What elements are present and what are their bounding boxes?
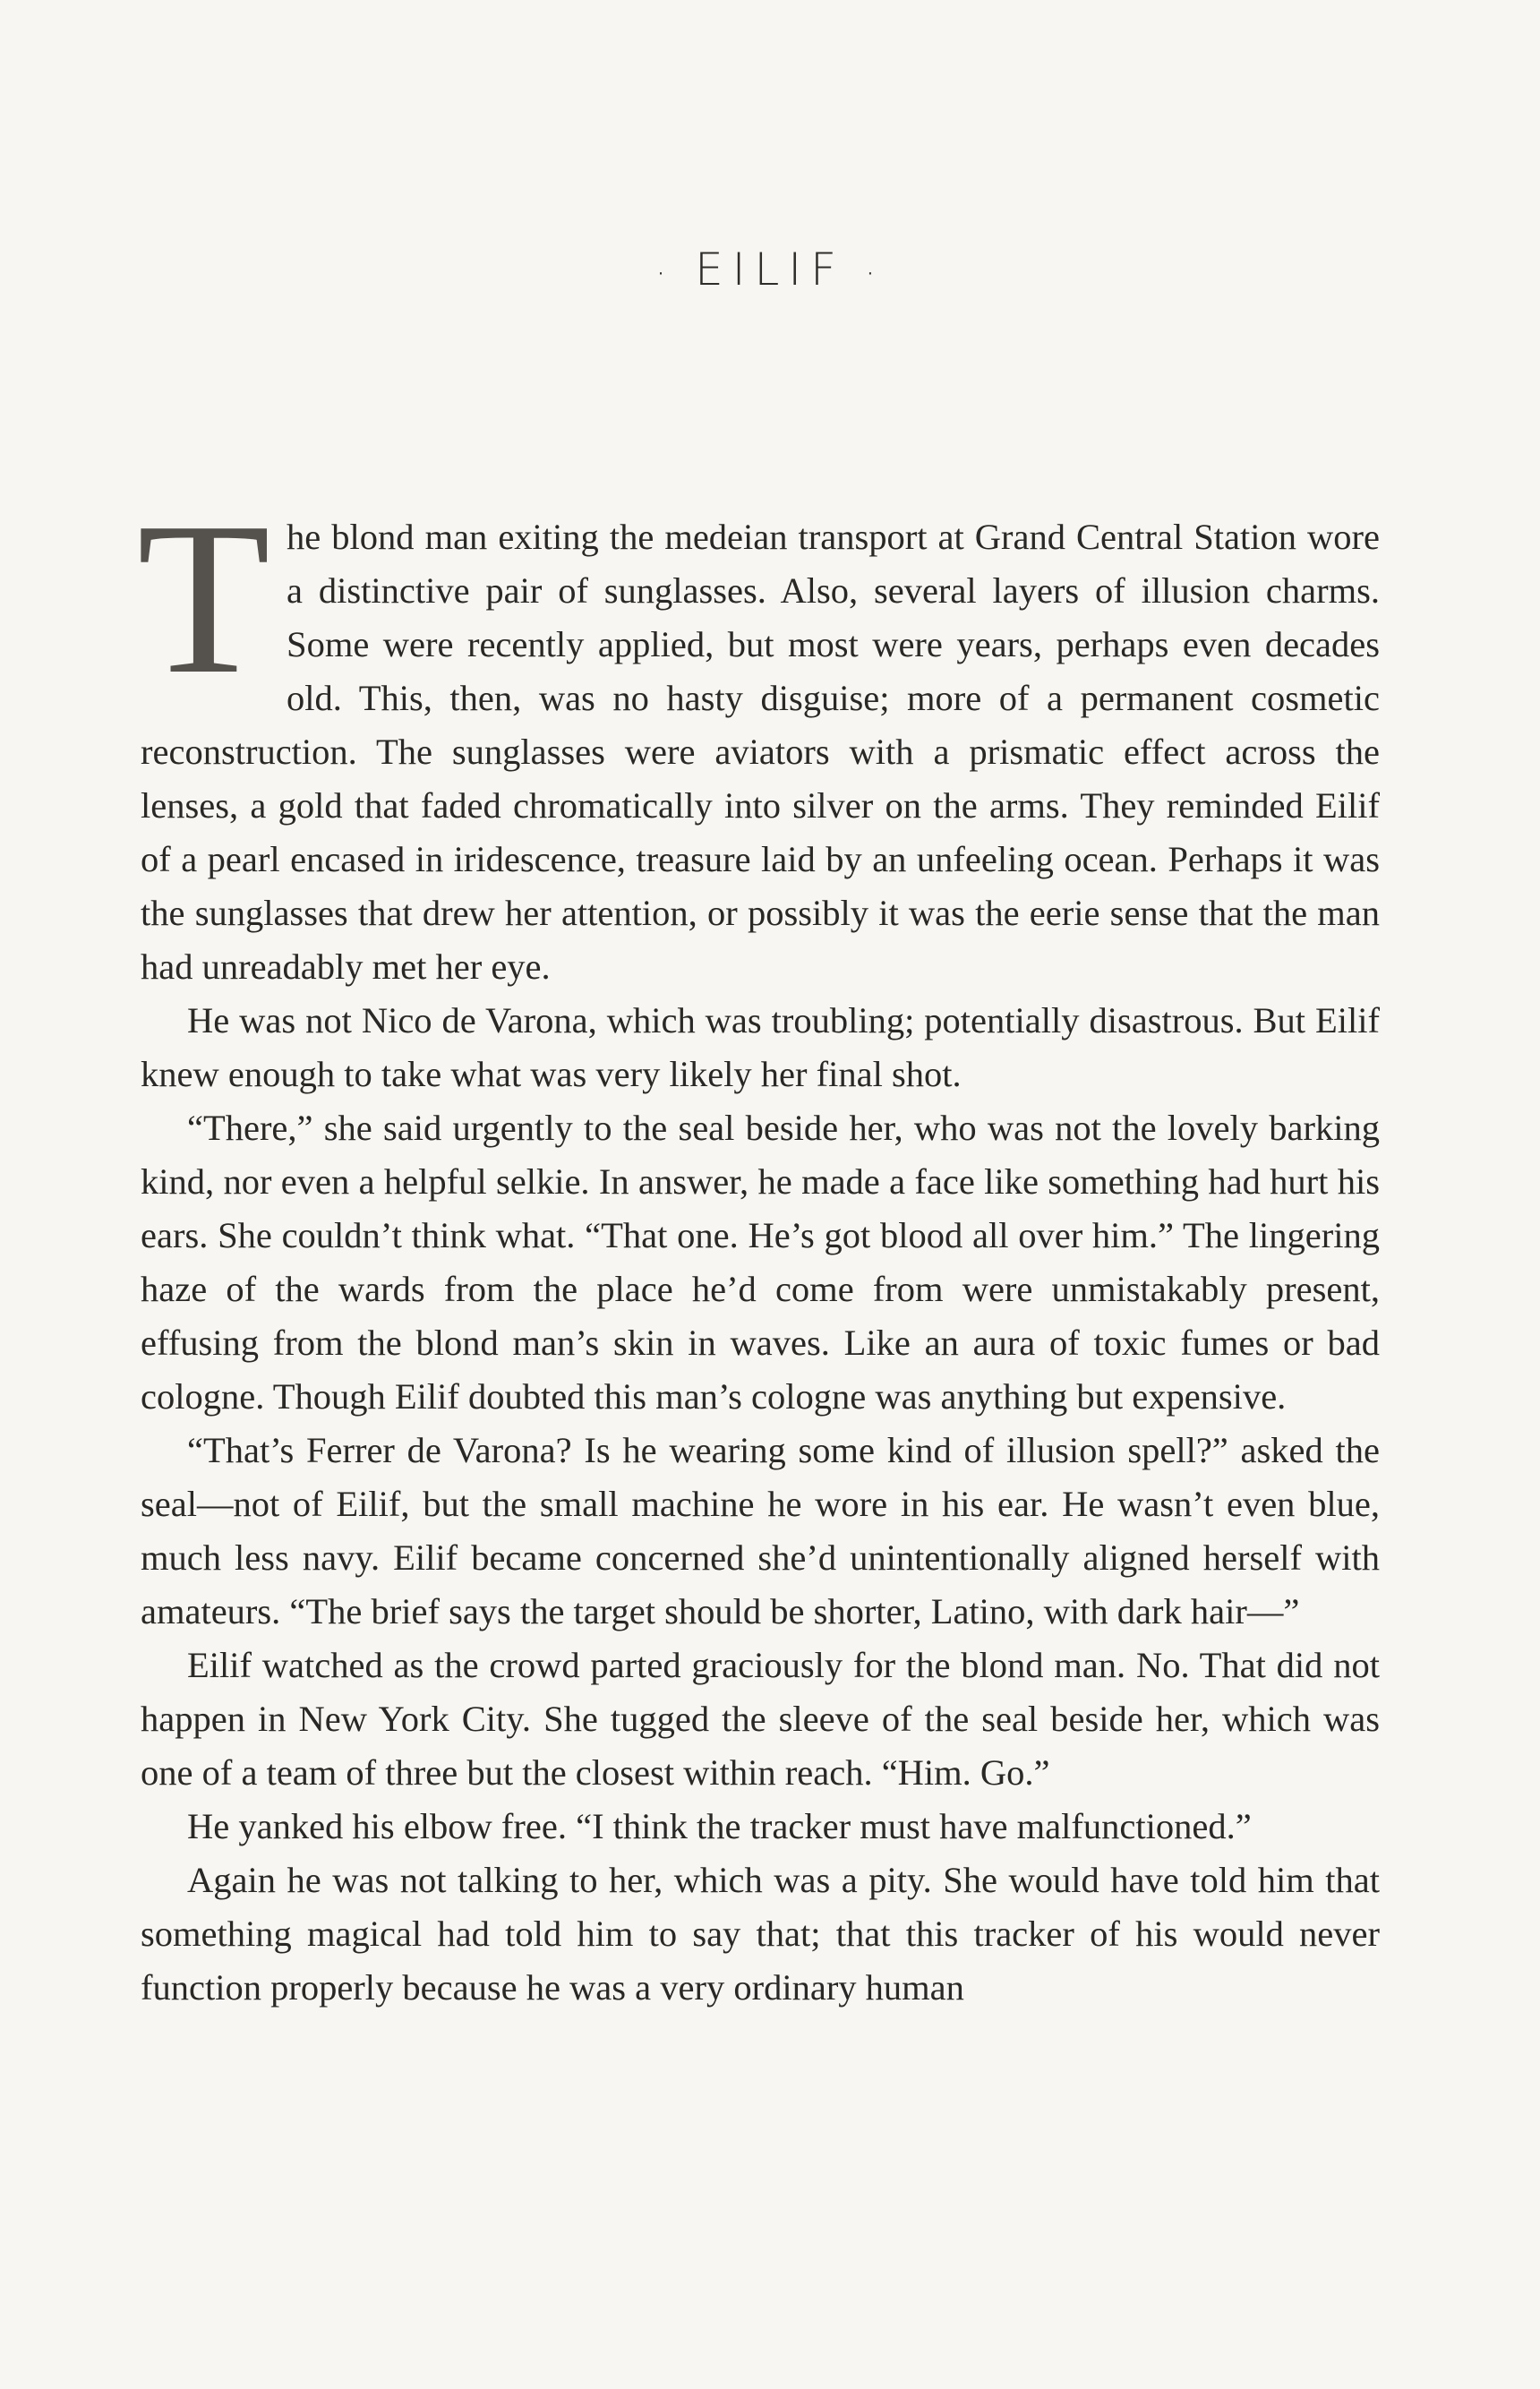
- paragraph-6: He yanked his elbow free. “I think the tracker must have malfunctioned.”: [187, 1806, 1252, 1846]
- heading-bullet-right: ·: [864, 253, 885, 293]
- paragraph-3: “There,” she said urgently to the seal beside her, who was not the lovely barking kind, nor even a helpful selkie. In answer, he made a face like something had hurt his ears. She couldn’t think what. “That one. He’s got blood all over him.” The lingering haze of the wards from the place he’d come from were unmistakably present, effusing from the blond man’s skin in waves. Like an aura of toxic fumes or bad cologne. Though Eilif doubted this man’s cologne was anything but expensive.: [141, 1108, 1380, 1417]
- paragraph-4: “That’s Ferrer de Varona? Is he wearing some kind of illusion spell?” asked the seal—not of Eilif, but the small machine he wore in his ear. He wasn’t even blue, much less navy. Eilif became concerned she’d unintentionally aligned herself with amateurs. “The brief says the target should be shorter, Latino, with dark hair—”: [141, 1430, 1380, 1631]
- paragraph-2: He was not Nico de Varona, which was troubling; potentially disastrous. But Eilif knew enough to take what was very likely her final shot.: [141, 1000, 1380, 1094]
- paragraph-5: Eilif watched as the crowd parted graciously for the blond man. No. That did not happen in New York City. She tugged the sleeve of the seal beside her, which was one of a team of three but the closest within reach. “Him. Go.”: [141, 1645, 1380, 1793]
- paragraph-1: [137, 477, 1380, 994]
- drop-cap: T: [137, 477, 271, 719]
- chapter-heading: [0, 244, 1540, 295]
- paragraph-7: Again he was not talking to her, which was a pity. She would have told him that something magical had told him to say that; that this tracker of his would never function properly because he was a very ordinary human: [141, 1860, 1380, 2008]
- chapter-body: [137, 477, 1380, 2015]
- chapter-title: EILIF: [695, 244, 845, 295]
- heading-bullet-left: ·: [655, 253, 676, 293]
- paragraph-1-text: he blond man exiting the medeian transport at Grand Central Station wore a distinctive pair of sunglasses. Also, several layers of illusion charms. Some were recently applied, but most were years, perhaps even decades old. This, then, was no hasty disguise; more of a permanent cosmetic reconstruction. The sunglasses were aviators with a prismatic effect across the lenses, a gold that faded chromatically into silver on the arms. They reminded Eilif of a pearl encased in iridescence, treasure laid by an unfeeling ocean. Perhaps it was the sunglasses that drew her attention, or possibly it was the eerie sense that the man had unreadably met her eye.: [141, 517, 1380, 987]
